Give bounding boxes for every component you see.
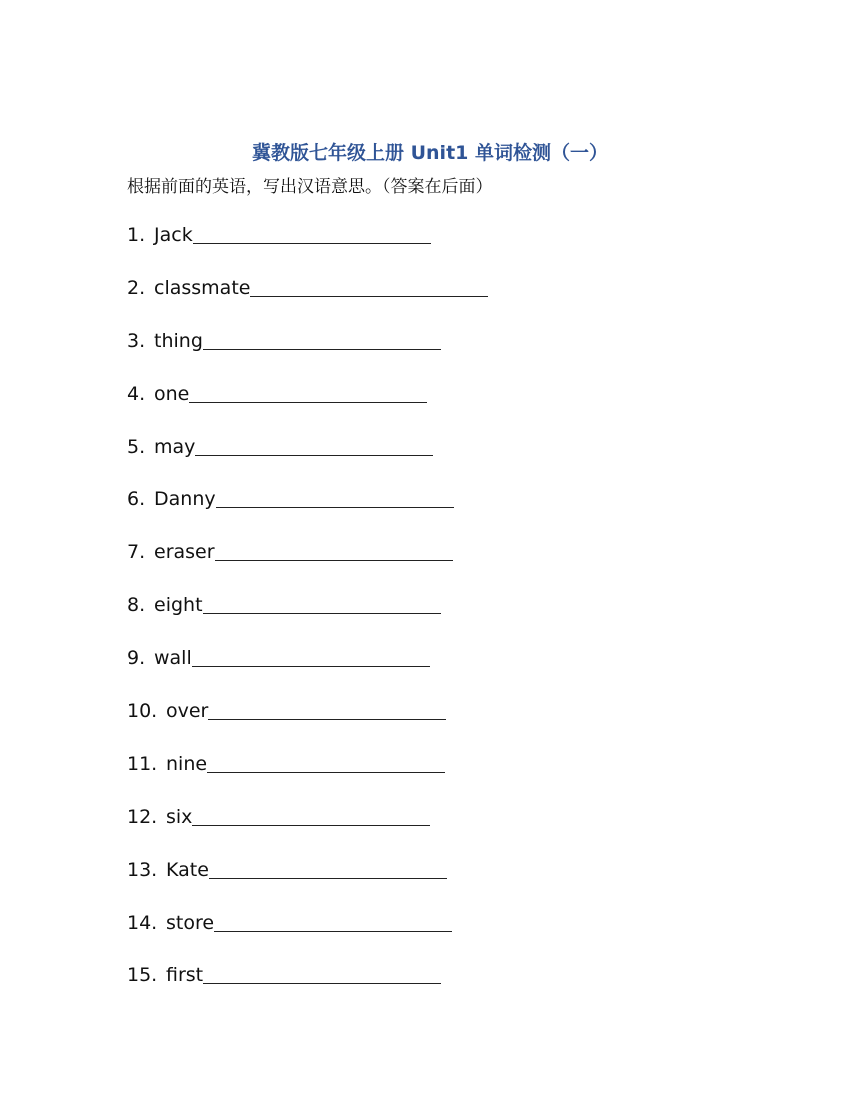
list-item [127, 434, 488, 487]
item-number: 15. [127, 964, 158, 987]
item-word: may [154, 435, 196, 458]
item-number: 11. [127, 752, 158, 775]
answer-blank[interactable] [195, 434, 433, 456]
answer-blank[interactable] [193, 222, 431, 244]
list-item [127, 751, 488, 804]
item-word: Danny [154, 488, 216, 511]
item-word: six [166, 805, 193, 828]
item-number: 5. [127, 435, 146, 458]
list-item [127, 275, 488, 328]
item-word: one [154, 382, 190, 405]
list-item [127, 962, 488, 1015]
answer-blank[interactable] [203, 592, 441, 614]
answer-blank[interactable] [216, 486, 454, 508]
answer-blank[interactable] [203, 962, 441, 984]
item-number: 8. [127, 594, 146, 617]
answer-blank[interactable] [192, 804, 430, 826]
item-number: 12. [127, 805, 158, 828]
item-number: 13. [127, 858, 158, 881]
list-item [127, 910, 488, 963]
list-item [127, 328, 488, 381]
list-item [127, 539, 488, 592]
item-number: 9. [127, 647, 146, 670]
answer-blank[interactable] [214, 910, 452, 932]
item-number: 4. [127, 382, 146, 405]
answer-blank[interactable] [215, 539, 453, 561]
item-number: 3. [127, 329, 146, 352]
list-item [127, 381, 488, 434]
list-item [127, 592, 488, 645]
page-title: 冀教版七年级上册 Unit1 单词检测（一） [251, 142, 608, 164]
item-word: classmate [154, 276, 251, 299]
item-word: Jack [154, 224, 193, 246]
item-number: 7. [127, 541, 146, 564]
item-word: eraser [154, 541, 215, 564]
list-item [127, 698, 488, 751]
answer-blank[interactable] [250, 275, 488, 297]
answer-blank[interactable] [209, 857, 447, 879]
item-word: store [166, 911, 215, 934]
item-word: first [166, 964, 204, 987]
item-number: 14. [127, 911, 158, 934]
answer-blank[interactable] [192, 645, 430, 667]
item-number: 2. [127, 276, 146, 299]
item-word: eight [154, 594, 203, 617]
item-number: 10. [127, 700, 158, 723]
instructions: 根据前面的英语，写出汉语意思。（答案在后面） [127, 177, 493, 197]
list-item [127, 857, 488, 910]
item-number: 1. [127, 224, 146, 246]
list-item [127, 804, 488, 857]
item-word: thing [154, 329, 203, 352]
item-word: over [166, 700, 209, 723]
item-word: nine [166, 752, 208, 775]
answer-blank[interactable] [207, 751, 445, 773]
item-word: wall [154, 647, 192, 670]
item-number: 6. [127, 488, 146, 511]
list-item [127, 222, 488, 275]
answer-blank[interactable] [203, 328, 441, 350]
answer-blank[interactable] [189, 381, 427, 403]
answer-blank[interactable] [208, 698, 446, 720]
list-item [127, 486, 488, 539]
item-word: Kate [166, 858, 209, 881]
word-list [127, 222, 488, 1015]
list-item [127, 645, 488, 698]
